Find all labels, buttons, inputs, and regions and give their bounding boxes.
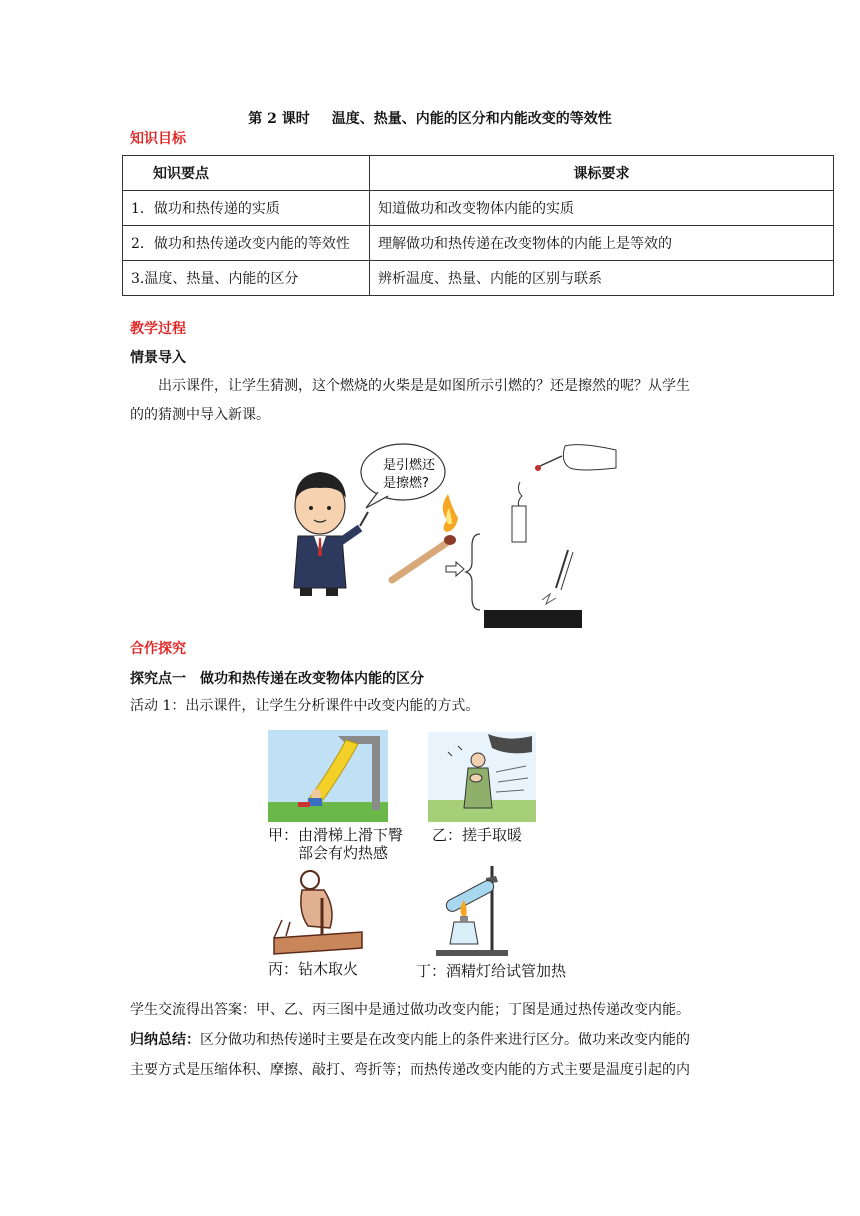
match-illustration xyxy=(280,438,620,633)
column-header: 知识要点 xyxy=(123,156,370,191)
knowledge-goals-heading: 知识目标 xyxy=(130,131,186,147)
table-cell: 知道做功和改变物体内能的实质 xyxy=(370,191,834,226)
caption-jia-line2: 部会有灼热感 xyxy=(298,844,389,862)
intro-paragraph-line: 出示课件，让学生猜测，这个燃烧的火柴是是如图所示引燃的？还是擦然的呢？从学生 xyxy=(158,378,690,394)
process-heading: 教学过程 xyxy=(130,321,186,337)
hand-lighting-icon xyxy=(535,445,616,471)
intro-paragraph-line: 的的猜测中导入新课。 xyxy=(130,407,270,423)
lesson-topic: 温度、热量、内能的区分和内能改变的等效性 xyxy=(331,111,612,127)
bubble-text-line2: 是擦燃? xyxy=(383,476,429,491)
summary-text: 区分做功和热传递时主要是在改变内能上的条件来进行区分。做功来改变内能的 xyxy=(200,1032,690,1048)
table-cell: 3.温度、热量、内能的区分 xyxy=(123,261,370,296)
caption-jia-line1: 甲：由滑梯上滑下臀 xyxy=(268,826,404,844)
summary-line xyxy=(130,1027,690,1053)
table-cell: 理解做功和热传递在改变物体的内能上是等效的 xyxy=(370,226,834,261)
table-header-row xyxy=(123,156,834,191)
candle-icon xyxy=(512,482,526,542)
table-row xyxy=(123,261,834,296)
drilling-wood-image xyxy=(268,862,368,958)
table-row xyxy=(123,191,834,226)
teacher-figure xyxy=(294,472,368,596)
caption-bing: 丙：钻木取火 xyxy=(268,960,359,978)
rubbing-hands-image xyxy=(428,732,536,822)
brace-icon xyxy=(466,534,480,610)
caption-yi: 乙：搓手取暖 xyxy=(432,826,523,844)
striking-match-icon xyxy=(484,550,582,628)
table-cell: 辨析温度、热量、内能的区别与联系 xyxy=(370,261,834,296)
caption-ding: 丁：酒精灯给试管加热 xyxy=(416,962,567,980)
alcohol-lamp-image xyxy=(430,862,530,960)
activity-text: 活动 1：出示课件，让学生分析课件中改变内能的方式。 xyxy=(130,698,480,714)
explore-point-heading: 探究点一 做功和热传递在改变物体内能的区分 xyxy=(130,671,424,687)
bubble-text-line1: 是引燃还 xyxy=(383,458,436,473)
summary-line: 主要方式是压缩体积、摩擦、敲打、弯折等；而热传递改变内能的方式主要是温度引起的内 xyxy=(130,1062,690,1078)
answer-text: 学生交流得出答案：甲、乙、丙三图中是通过做功改变内能；丁图是通过热传递改变内能。 xyxy=(130,1002,690,1018)
table-cell: 1．做功和热传递的实质 xyxy=(123,191,370,226)
explore-heading: 合作探究 xyxy=(130,641,186,657)
speech-bubble xyxy=(361,444,445,508)
knowledge-goals-table xyxy=(122,155,834,296)
table-row xyxy=(123,226,834,261)
slide-image xyxy=(268,730,388,822)
column-header: 课标要求 xyxy=(370,156,834,191)
summary-label: 归纳总结： xyxy=(130,1032,200,1048)
lesson-number: 第 2 课时 xyxy=(248,111,310,127)
table-cell: 2．做功和热传递改变内能的等效性 xyxy=(123,226,370,261)
lesson-title xyxy=(0,108,860,128)
intro-heading: 情景导入 xyxy=(130,350,186,366)
arrow-icon xyxy=(446,562,464,576)
